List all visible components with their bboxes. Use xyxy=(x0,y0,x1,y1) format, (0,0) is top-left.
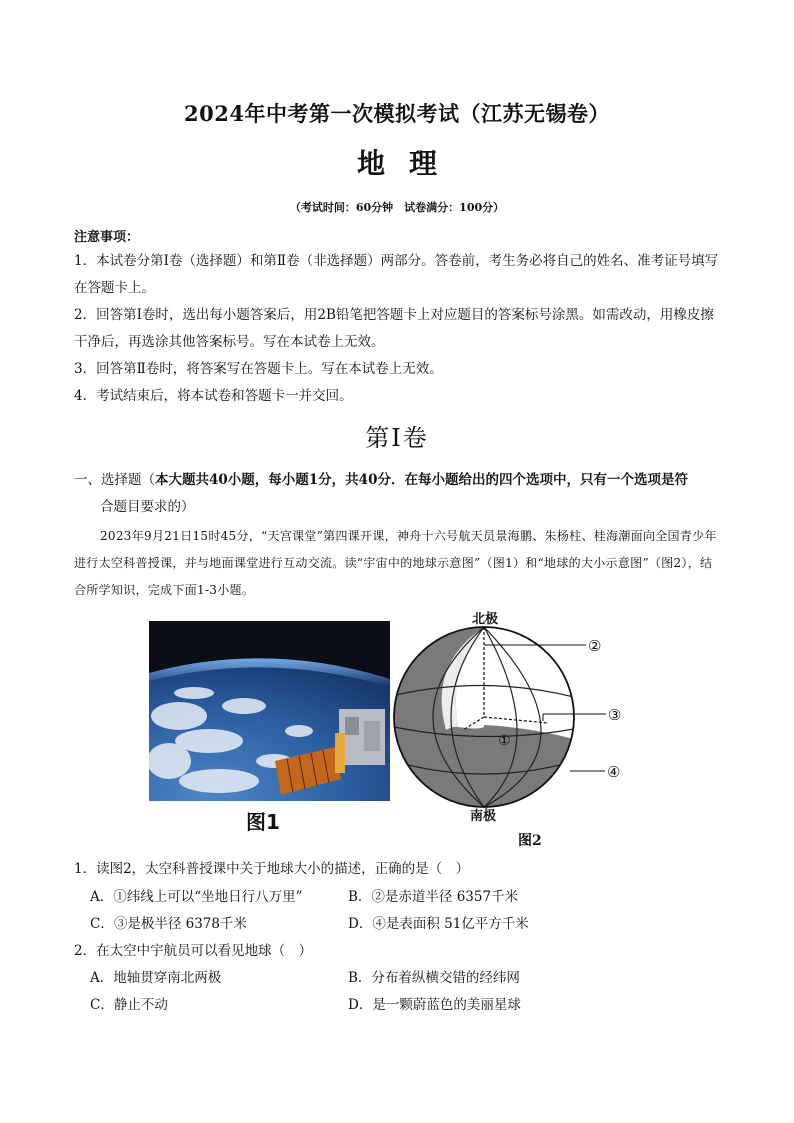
section-instructions: 本大题共40小题，每小题1分，共40分．在每小题给出的四个选项中，只有一个选项是符 xyxy=(155,472,688,488)
mark-1: ① xyxy=(498,733,511,749)
mark-4: ④ xyxy=(607,763,621,781)
notice-item-4: 4．考试结束后，将本试卷和答题卡一并交回。 xyxy=(74,388,353,404)
mark-3: ③ xyxy=(608,706,622,724)
question-2-option-c: C．静止不动 xyxy=(90,997,168,1013)
question-2-option-b: B．分布着纵横交错的经纬网 xyxy=(348,970,520,986)
section-heading xyxy=(74,467,726,521)
volume-title: 第Ⅰ卷 xyxy=(365,424,429,452)
question-1-option-c: C．③是极半径 6378千米 xyxy=(90,916,247,932)
question-1-stem: 1．读图2，太空科普授课中关于地球大小的描述，正确的是（ ） xyxy=(74,861,470,877)
notice-item-1: 1．本试卷分第Ⅰ卷（选择题）和第Ⅱ卷（非选择题）两部分。答卷前，考生务必将自己的姓名、准考证号填写在答题卡上。 xyxy=(74,253,719,296)
reading-passage: 2023年9月21日15时45分，“天宫课堂”第四课开课，神舟十六号航天员景海鹏、朱杨柱、桂海潮面向全国青少年进行太空科普授课，并与地面课堂进行互动交流。读“宇宙中的地球示意图”（图1）和“地球的大小示意图”（图2），结合所学知识，完成下面1-3小题。 xyxy=(74,529,717,597)
question-2-option-d: D．是一颗蔚蓝色的美丽星球 xyxy=(348,997,521,1013)
question-1-option-b: B．②是赤道半径 6357千米 xyxy=(348,889,519,905)
south-pole-label: 南极 xyxy=(470,809,497,824)
figure-1-caption: 图1 xyxy=(246,810,280,834)
earth-size-diagram xyxy=(388,605,638,830)
notice-heading: 注意事项： xyxy=(74,230,140,245)
figure-2-caption: 图2 xyxy=(518,833,542,849)
section-prefix: 一、选择题（ xyxy=(74,472,155,488)
notice-item-3: 3．回答第Ⅱ卷时，将答案写在答题卡上。写在本试卷上无效。 xyxy=(74,361,443,377)
question-2-stem: 2．在太空中宇航员可以看见地球（ ） xyxy=(74,943,313,959)
exam-title: 2024年中考第一次模拟考试（江苏无锡卷） xyxy=(184,101,610,126)
subject-title: 地理 xyxy=(356,147,461,180)
north-pole-label: 北极 xyxy=(472,612,499,627)
section-instructions-end: 合题目要求的） xyxy=(100,499,195,515)
question-2-option-a: A．地轴贯穿南北两极 xyxy=(90,970,222,986)
notice-item-2: 2．回答第Ⅰ卷时，选出每小题答案后，用2B铅笔把答题卡上对应题目的答案标号涂黑。如需改动，用橡皮擦干净后，再选涂其他答案标号。写在本试卷上无效。 xyxy=(74,307,714,350)
earth-photo xyxy=(149,621,390,801)
question-1-option-d: D．④是表面积 51亿平方千米 xyxy=(348,916,529,932)
question-1-option-a: A．①纬线上可以“坐地日行八万里” xyxy=(90,889,303,905)
exam-meta: （考试时间：60分钟 试卷满分：100分） xyxy=(289,201,505,214)
mark-2: ② xyxy=(588,637,602,655)
